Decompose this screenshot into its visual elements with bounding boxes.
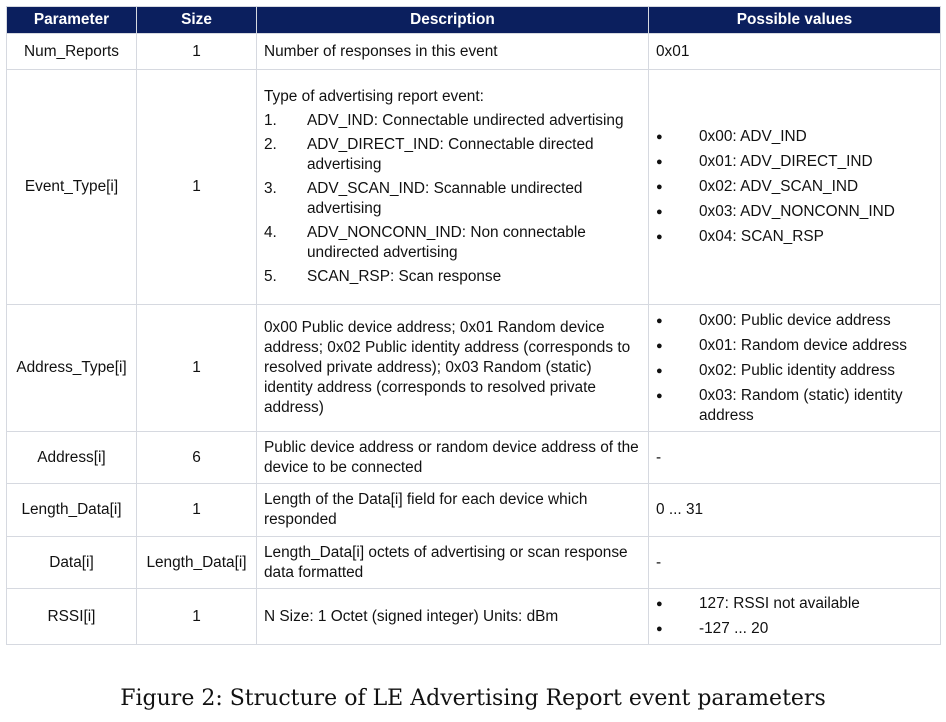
list-item	[656, 127, 933, 147]
bullet-icon: ●	[656, 206, 663, 218]
item-text: ADV_DIRECT_IND: Connectable directed advertising	[307, 136, 594, 173]
value-text: 0x03: ADV_NONCONN_IND	[699, 203, 895, 220]
cell-description: Number of responses in this event	[257, 34, 649, 70]
event-type-list	[264, 111, 641, 287]
bullet-icon: ●	[656, 339, 663, 352]
cell-values	[649, 589, 941, 645]
list-item	[656, 202, 933, 222]
table-row	[7, 34, 941, 70]
list-item	[656, 361, 933, 381]
cell-size: 1	[137, 34, 257, 70]
cell-parameter: Data[i]	[7, 537, 137, 589]
list-item	[656, 594, 933, 614]
list-item	[656, 152, 933, 172]
bullet-icon: ●	[656, 131, 663, 143]
cell-description	[257, 70, 649, 305]
bullet-icon: ●	[656, 623, 663, 635]
cell-parameter: Address[i]	[7, 432, 137, 484]
values-list	[656, 127, 933, 247]
cell-description: Length_Data[i] octets of advertising or scan response data formatted	[257, 537, 649, 589]
value-text: 127: RSSI not available	[699, 595, 860, 612]
table-row	[7, 70, 941, 305]
cell-parameter: Length_Data[i]	[7, 484, 137, 537]
description-intro: Type of advertising report event:	[264, 88, 484, 105]
cell-size: 6	[137, 432, 257, 484]
item-text: ADV_SCAN_IND: Scannable undirected advertising	[307, 180, 583, 217]
value-text: 0x01: Random device address	[699, 336, 907, 354]
cell-values	[649, 70, 941, 305]
header-size: Size	[137, 7, 257, 34]
cell-values	[649, 305, 941, 432]
value-text: 0x04: SCAN_RSP	[699, 228, 824, 245]
header-description: Description	[257, 7, 649, 34]
item-number: 5.	[264, 268, 277, 285]
list-item	[656, 177, 933, 197]
cell-size: 1	[137, 589, 257, 645]
bullet-icon: ●	[656, 231, 663, 243]
table-row	[7, 484, 941, 537]
cell-value: 0 ... 31	[649, 484, 941, 537]
cell-parameter: Num_Reports	[7, 34, 137, 70]
item-text: SCAN_RSP: Scan response	[307, 268, 502, 285]
bullet-icon: ●	[656, 364, 663, 377]
table-row	[7, 589, 941, 645]
table-header-row	[7, 7, 941, 34]
table-row	[7, 432, 941, 484]
cell-description: Length of the Data[i] field for each device which responded	[257, 484, 649, 537]
value-text: 0x02: ADV_SCAN_IND	[699, 178, 859, 195]
value-text: 0x00: ADV_IND	[699, 128, 807, 145]
cell-size: 1	[137, 484, 257, 537]
table-row	[7, 305, 941, 432]
list-item	[264, 135, 641, 175]
item-number: 2.	[264, 136, 277, 153]
value-text: -127 ... 20	[699, 620, 769, 637]
bullet-icon: ●	[656, 156, 663, 168]
header-possible-values: Possible values	[649, 7, 941, 34]
item-number: 3.	[264, 180, 277, 197]
list-item	[656, 386, 933, 426]
item-number: 1.	[264, 112, 277, 129]
cell-parameter: Event_Type[i]	[7, 70, 137, 305]
list-item	[656, 311, 933, 331]
cell-size: 1	[137, 70, 257, 305]
value-text: 0x03: Random (static) identity address	[699, 386, 903, 424]
list-item	[656, 227, 933, 247]
bullet-icon: ●	[656, 314, 663, 327]
cell-size: 1	[137, 305, 257, 432]
cell-value: -	[649, 432, 941, 484]
item-text: ADV_IND: Connectable undirected advertising	[307, 112, 624, 129]
table-row	[7, 537, 941, 589]
values-list	[656, 594, 933, 639]
list-item	[264, 111, 641, 131]
header-parameter: Parameter	[7, 7, 137, 34]
parameters-table	[6, 6, 941, 645]
cell-value: -	[649, 537, 941, 589]
cell-description: 0x00 Public device address; 0x01 Random device address; 0x02 Public identity address (corresponds to resolved private address); 0x03 Random (static) identity address (corresponds to resolved private address)	[257, 305, 649, 432]
list-item	[264, 267, 641, 287]
cell-value: 0x01	[649, 34, 941, 70]
bullet-icon: ●	[656, 181, 663, 193]
figure-caption: Figure 2: Structure of LE Advertising Report event parameters	[120, 686, 826, 711]
cell-parameter: Address_Type[i]	[7, 305, 137, 432]
list-item	[656, 336, 933, 356]
cell-parameter: RSSI[i]	[7, 589, 137, 645]
cell-description: Public device address or random device address of the device to be connected	[257, 432, 649, 484]
list-item	[264, 223, 641, 263]
item-number: 4.	[264, 224, 277, 241]
cell-size: Length_Data[i]	[137, 537, 257, 589]
cell-description: N Size: 1 Octet (signed integer) Units: dBm	[257, 589, 649, 645]
bullet-icon: ●	[656, 598, 663, 610]
value-text: 0x02: Public identity address	[699, 361, 895, 379]
value-text: 0x01: ADV_DIRECT_IND	[699, 153, 873, 170]
values-list	[656, 311, 933, 426]
list-item	[656, 619, 933, 639]
item-text: ADV_NONCONN_IND: Non connectable undirected advertising	[307, 224, 586, 261]
value-text: 0x00: Public device address	[699, 311, 891, 329]
bullet-icon: ●	[656, 389, 663, 402]
list-item	[264, 179, 641, 219]
